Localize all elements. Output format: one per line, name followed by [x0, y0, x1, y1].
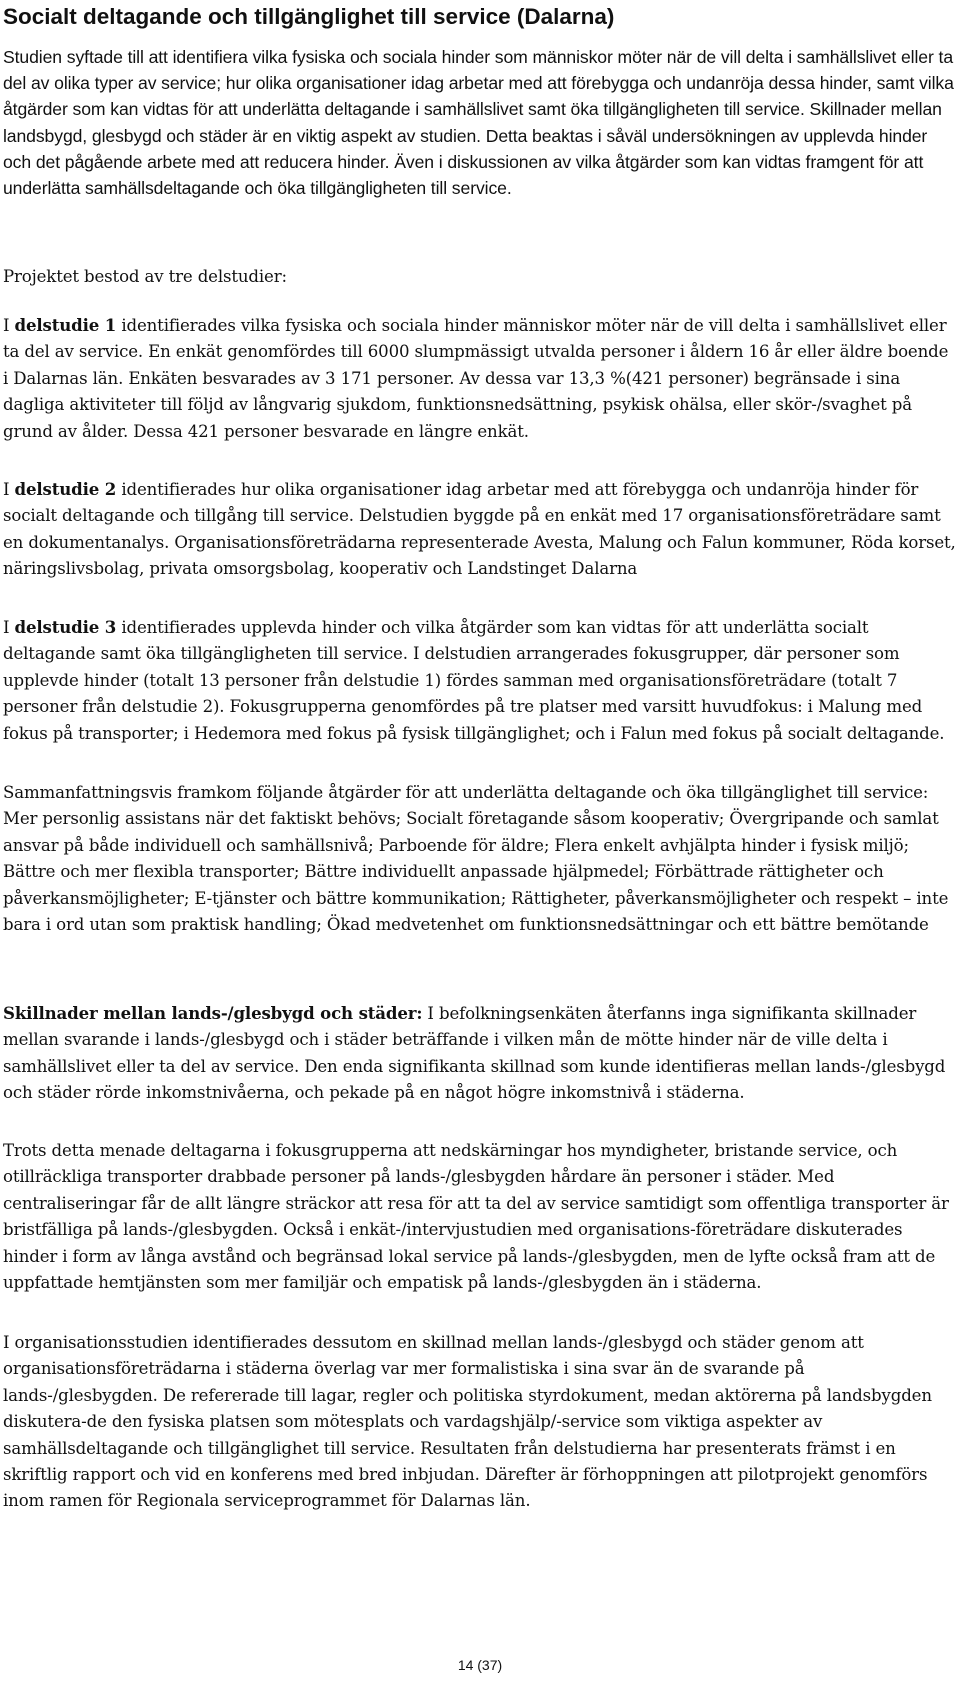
delstudie-1-text: identifierades vilka fysiska och sociala hinder människor möter när de vill delta i samhällslivet eller ta del av service. En enkät genomfördes till 6000 slumpmässigt utvalda personer i åldern 16 år eller äldre boende i Dalarnas län. Enkäten besvarades av 3 171 personer. Av dessa var 13,3 %(421 personer) begränsade i sina dagliga aktiviteter till följd av långvarig sjukdom, funktionsnedsättning, psykisk ohälsa, eller skör-/svaghet på grund av ålder. Dessa 421 personer besvarade en längre enkät.: [3, 316, 949, 441]
skillnader-paragraph: [3, 1000, 958, 1107]
delstudie-3-label: delstudie 3: [14, 617, 117, 637]
delstudie-2-paragraph: [3, 476, 958, 583]
delstudie-1-prefix: I: [3, 316, 15, 335]
organisationsstudien-paragraph: I organisationsstudien identifierades dessutom en skillnad mellan lands-/glesbygd och städer genom att organisationsföreträdarna i städerna överlag var mer formalistiska i sina svar än de svarande på lands-/glesbygden. De refererade till lagar, regler och politiska styrdokument, medan aktörerna på landsbygden diskutera-de den fysiska platsen som mötesplats och vardagshjälp/-service som viktiga aspekter av samhällsdeltagande och tillgänglighet till service. Resultaten från delstudierna har presenterats främst i en skriftlig rapport och vid en konferens med bred inbjudan. Därefter är förhoppningen att pilotprojekt genomförs inom ramen för Regionala serviceprogrammet för Dalarnas län.: [3, 1333, 932, 1511]
skillnader-label: Skillnader mellan lands-/glesbygd och städer:: [3, 1003, 423, 1023]
page-number: 14 (37): [457, 1657, 503, 1673]
delstudie-1-paragraph: [3, 312, 958, 445]
trots-paragraph: Trots detta menade deltagarna i fokusgrupperna att nedskärningar hos myndigheter, bristande service, och otillräckliga transporter drabbade personer på lands-/glesbygden hårdare än personer i städer. Med centraliseringar får de allt längre sträckor att resa för att ta del av service samtidigt som offentliga transporter är bristfälliga på lands-/glesbygden. Också i enkät-/intervjustudien med organisations-företrädare diskuterades hinder i form av långa avstånd och begränsad lokal service på lands-/glesbygden, men de lyfte också fram att de uppfattade hemtjänsten som mer familjär och empatisk på lands-/glesbygden än i städerna.: [3, 1141, 949, 1293]
intro-paragraph: Studien syftade till att identifiera vilka fysiska och sociala hinder som människor möter när de vill delta i samhällslivet eller ta del av olika typer av service; hur olika organisationer idag arbetar med att förebygga och undanröja dessa hinder, samt vilka åtgärder som kan vidtas för att underlätta deltagande i samhällslivet samt öka tillgängligheten till service. Skillnader mellan landsbygd, glesbygd och städer är en viktig aspekt av studien. Detta beaktas i såväl undersökningen av upplevda hinder och det pågående arbete med att reducera hinder. Även i diskussionen av vilka åtgärder som kan vidtas framgent för att underlätta samhällsdeltagande och öka tillgängligheten till service.: [3, 47, 954, 199]
delstudie-3-paragraph: [3, 614, 958, 747]
sammanfattning-paragraph: Sammanfattningsvis framkom följande åtgärder för att underlätta deltagande och öka tillgänglighet till service: Mer personlig assistans när det faktiskt behövs; Socialt företagande såsom kooperativ; Övergripande och samlat ansvar på både individuell och samhällsnivå; Parboende för äldre; Flera enkelt avhjälpta hinder i fysisk miljö; Bättre och mer flexibla transporter; Bättre individuellt anpassade hjälpmedel; Förbättrade rättigheter och påverkansmöjligheter; E-tjänster och bättre kommunikation; Rättigheter, påverkansmöjligheter och respekt – inte bara i ord utan som praktisk handling; Ökad medvetenhet om funktionsnedsättningar och ett bättre bemötande: [3, 783, 949, 935]
skillnader-text: I befolkningsenkäten återfanns inga signifikanta skillnader mellan svarande i lands-/glesbygd och i städer beträffande i vilken mån de mötte hinder när de ville delta i samhällslivet eller ta del av service. Den enda signifikanta skillnad som kunde identifieras mellan lands-/glesbygd och städer rörde inkomstnivåerna, och pekade på en något högre inkomstnivå i städerna.: [3, 1004, 946, 1103]
delstudie-3-prefix: I: [3, 618, 15, 637]
delstudie-2-label: delstudie 2: [14, 479, 117, 499]
delstudie-2-text: identifierades hur olika organisationer idag arbetar med att förebygga och undanröja hinder för socialt deltagande och tillgång till service. Delstudien byggde på en enkät med 17 organisationsföreträdare samt en dokumentanalys. Organisationsföreträdarna representerade Avesta, Malung och Falun kommuner, Röda korset, näringslivsbolag, privata omsorgsbolag, kooperativ och Landstinget Dalarna: [3, 480, 956, 579]
page-title: Socialt deltagande och tillgänglighet till service (Dalarna): [3, 4, 615, 29]
projekt-intro-paragraph: Projektet bestod av tre delstudier:: [3, 267, 287, 286]
delstudie-3-text: identifierades upplevda hinder och vilka åtgärder som kan vidtas för att underlätta socialt deltagande samt öka tillgängligheten till service. I delstudien arrangerades fokusgrupper, där personer som upplevde hinder (totalt 13 personer från delstudie 1) fördes samman med organisationsföreträdare (totalt 7 personer från delstudie 2). Fokusgrupperna genomfördes på tre platser med varsitt huvudfokus: i Malung med fokus på transporter; i Hedemora med fokus på fysisk tillgänglighet; och i Falun med fokus på socialt deltagande.: [3, 618, 945, 743]
delstudie-2-prefix: I: [3, 480, 15, 499]
delstudie-1-label: delstudie 1: [14, 315, 117, 335]
